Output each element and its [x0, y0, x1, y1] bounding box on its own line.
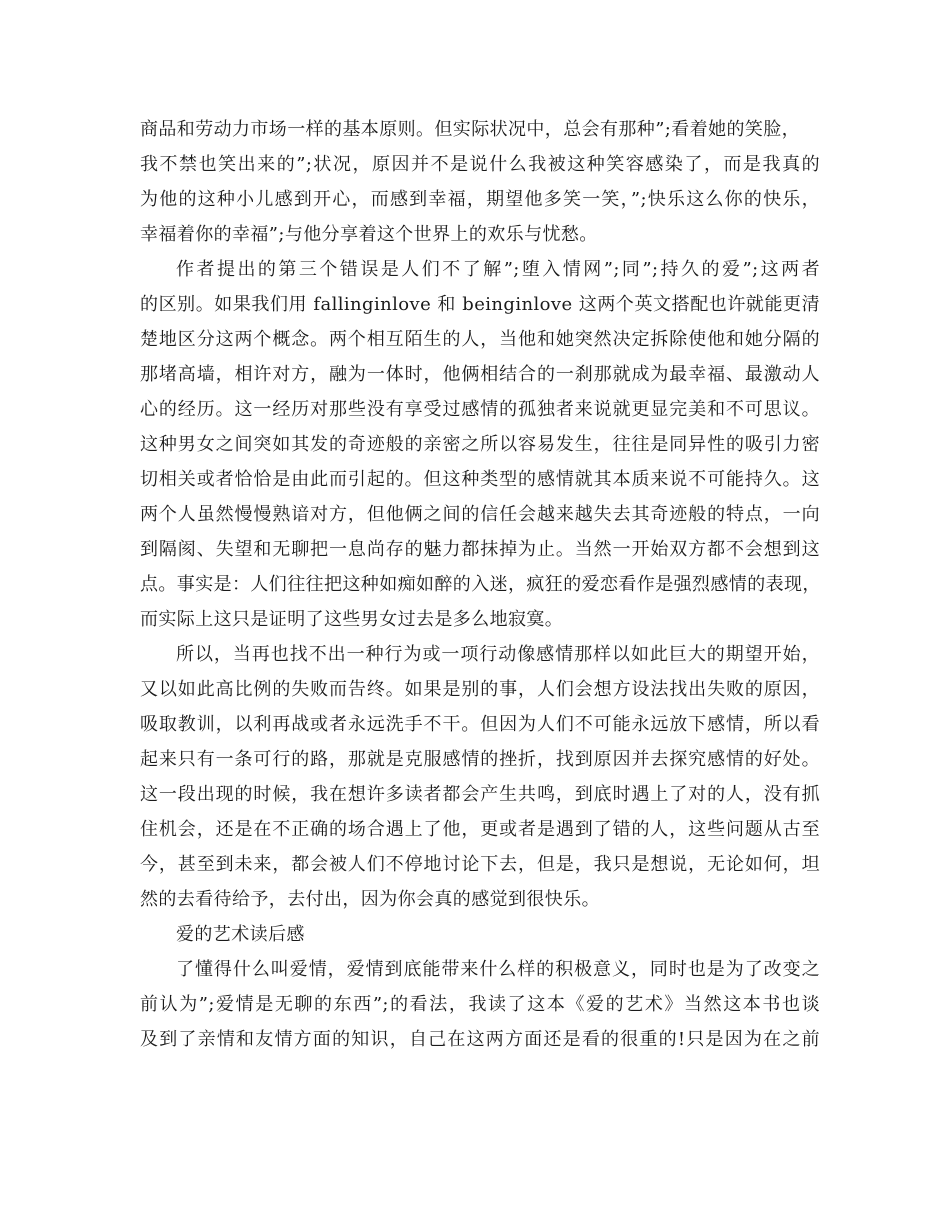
- body-text-line: 的区别。如果我们用 fallinginlove 和 beinginlove 这两个英文搭配也许就能更清: [140, 294, 820, 315]
- body-text-line: 到隔阂、失望和无聊把一息尚存的魅力都抹掉为止。当然一开始双方都不会想到这: [140, 539, 820, 560]
- body-text-line: 起来只有一条可行的路，那就是克服感情的挫折，找到原因并去探究感情的好处。: [140, 749, 820, 770]
- body-text-line: 那堵高墙，相许对方，融为一体时，他俩相结合的一刹那就成为最幸福、最激动人: [140, 364, 820, 385]
- body-text-line: 前认为”;爱情是无聊的东西”;的看法，我读了这本《爱的艺术》当然这本书也谈: [140, 994, 820, 1015]
- body-text-line: 住机会，还是在不正确的场合遇上了他，更或者是遇到了错的人，这些问题从古至: [140, 819, 820, 840]
- body-text-line: 今，甚至到未来，都会被人们不停地讨论下去，但是，我只是想说，无论如何，坦: [140, 854, 820, 875]
- paragraph-first-line: 了懂得什么叫爱情，爱情到底能带来什么样的积极意义，同时也是为了改变之: [176, 959, 820, 980]
- body-text-line: 点。事实是：人们往往把这种如痴如醉的入迷，疯狂的爱恋看作是强烈感情的表现，: [140, 574, 821, 595]
- body-text-line: 这种男女之间突如其发的奇迹般的亲密之所以容易发生，往往是同异性的吸引力密: [140, 434, 820, 455]
- body-text-line: 这一段出现的时候，我在想许多读者都会产生共鸣，到底时遇上了对的人，没有抓: [140, 784, 820, 805]
- body-text-line: 及到了亲情和友情方面的知识，自己在这两方面还是看的很重的!只是因为在之前: [140, 1029, 820, 1050]
- body-text-line: 而实际上这只是证明了这些男女过去是多么地寂寞。: [140, 609, 564, 630]
- body-text-line: 商品和劳动力市场一样的基本原则。但实际状况中，总会有那种”;看着她的笑脸，: [140, 119, 801, 140]
- body-text-line: 心的经历。这一经历对那些没有享受过感情的孤独者来说就更显完美和不可思议。: [140, 399, 820, 420]
- body-text-line: 两个人虽然慢慢熟谙对方，但他俩之间的信任会越来越失去其奇迹般的特点，一向: [140, 504, 820, 525]
- body-text-line: 幸福着你的幸福”;与他分享着这个世界上的欢乐与忧愁。: [140, 224, 598, 245]
- body-text-line: 然的去看待给予，去付出，因为你会真的感觉到很快乐。: [140, 889, 600, 910]
- section-heading: 爱的艺术读后感: [176, 924, 305, 945]
- body-text-line: 为他的这种小儿感到开心，而感到幸福，期望他多笑一笑，”;快乐这么你的快乐，: [140, 189, 820, 210]
- paragraph-first-line: 作者提出的第三个错误是人们不了解”;堕入情网”;同”;持久的爱”;这两者: [176, 259, 820, 280]
- body-text-line: 切相关或者恰恰是由此而引起的。但这种类型的感情就其本质来说不可能持久。这: [140, 469, 820, 490]
- paragraph-first-line: 所以，当再也找不出一种行为或一项行动像感情那样以如此巨大的期望开始，: [176, 644, 820, 665]
- body-text-line: 吸取教训，以利再战或者永远洗手不干。但因为人们不可能永远放下感情，所以看: [140, 714, 820, 735]
- body-text-line: 又以如此高比例的失败而告终。如果是别的事，人们会想方设法找出失败的原因，: [140, 679, 820, 700]
- body-text-line: 楚地区分这两个概念。两个相互陌生的人，当他和她突然决定拆除使他和她分隔的: [140, 329, 820, 350]
- body-text-line: 我不禁也笑出来的”;状况，原因并不是说什么我被这种笑容感染了，而是我真的: [140, 154, 820, 175]
